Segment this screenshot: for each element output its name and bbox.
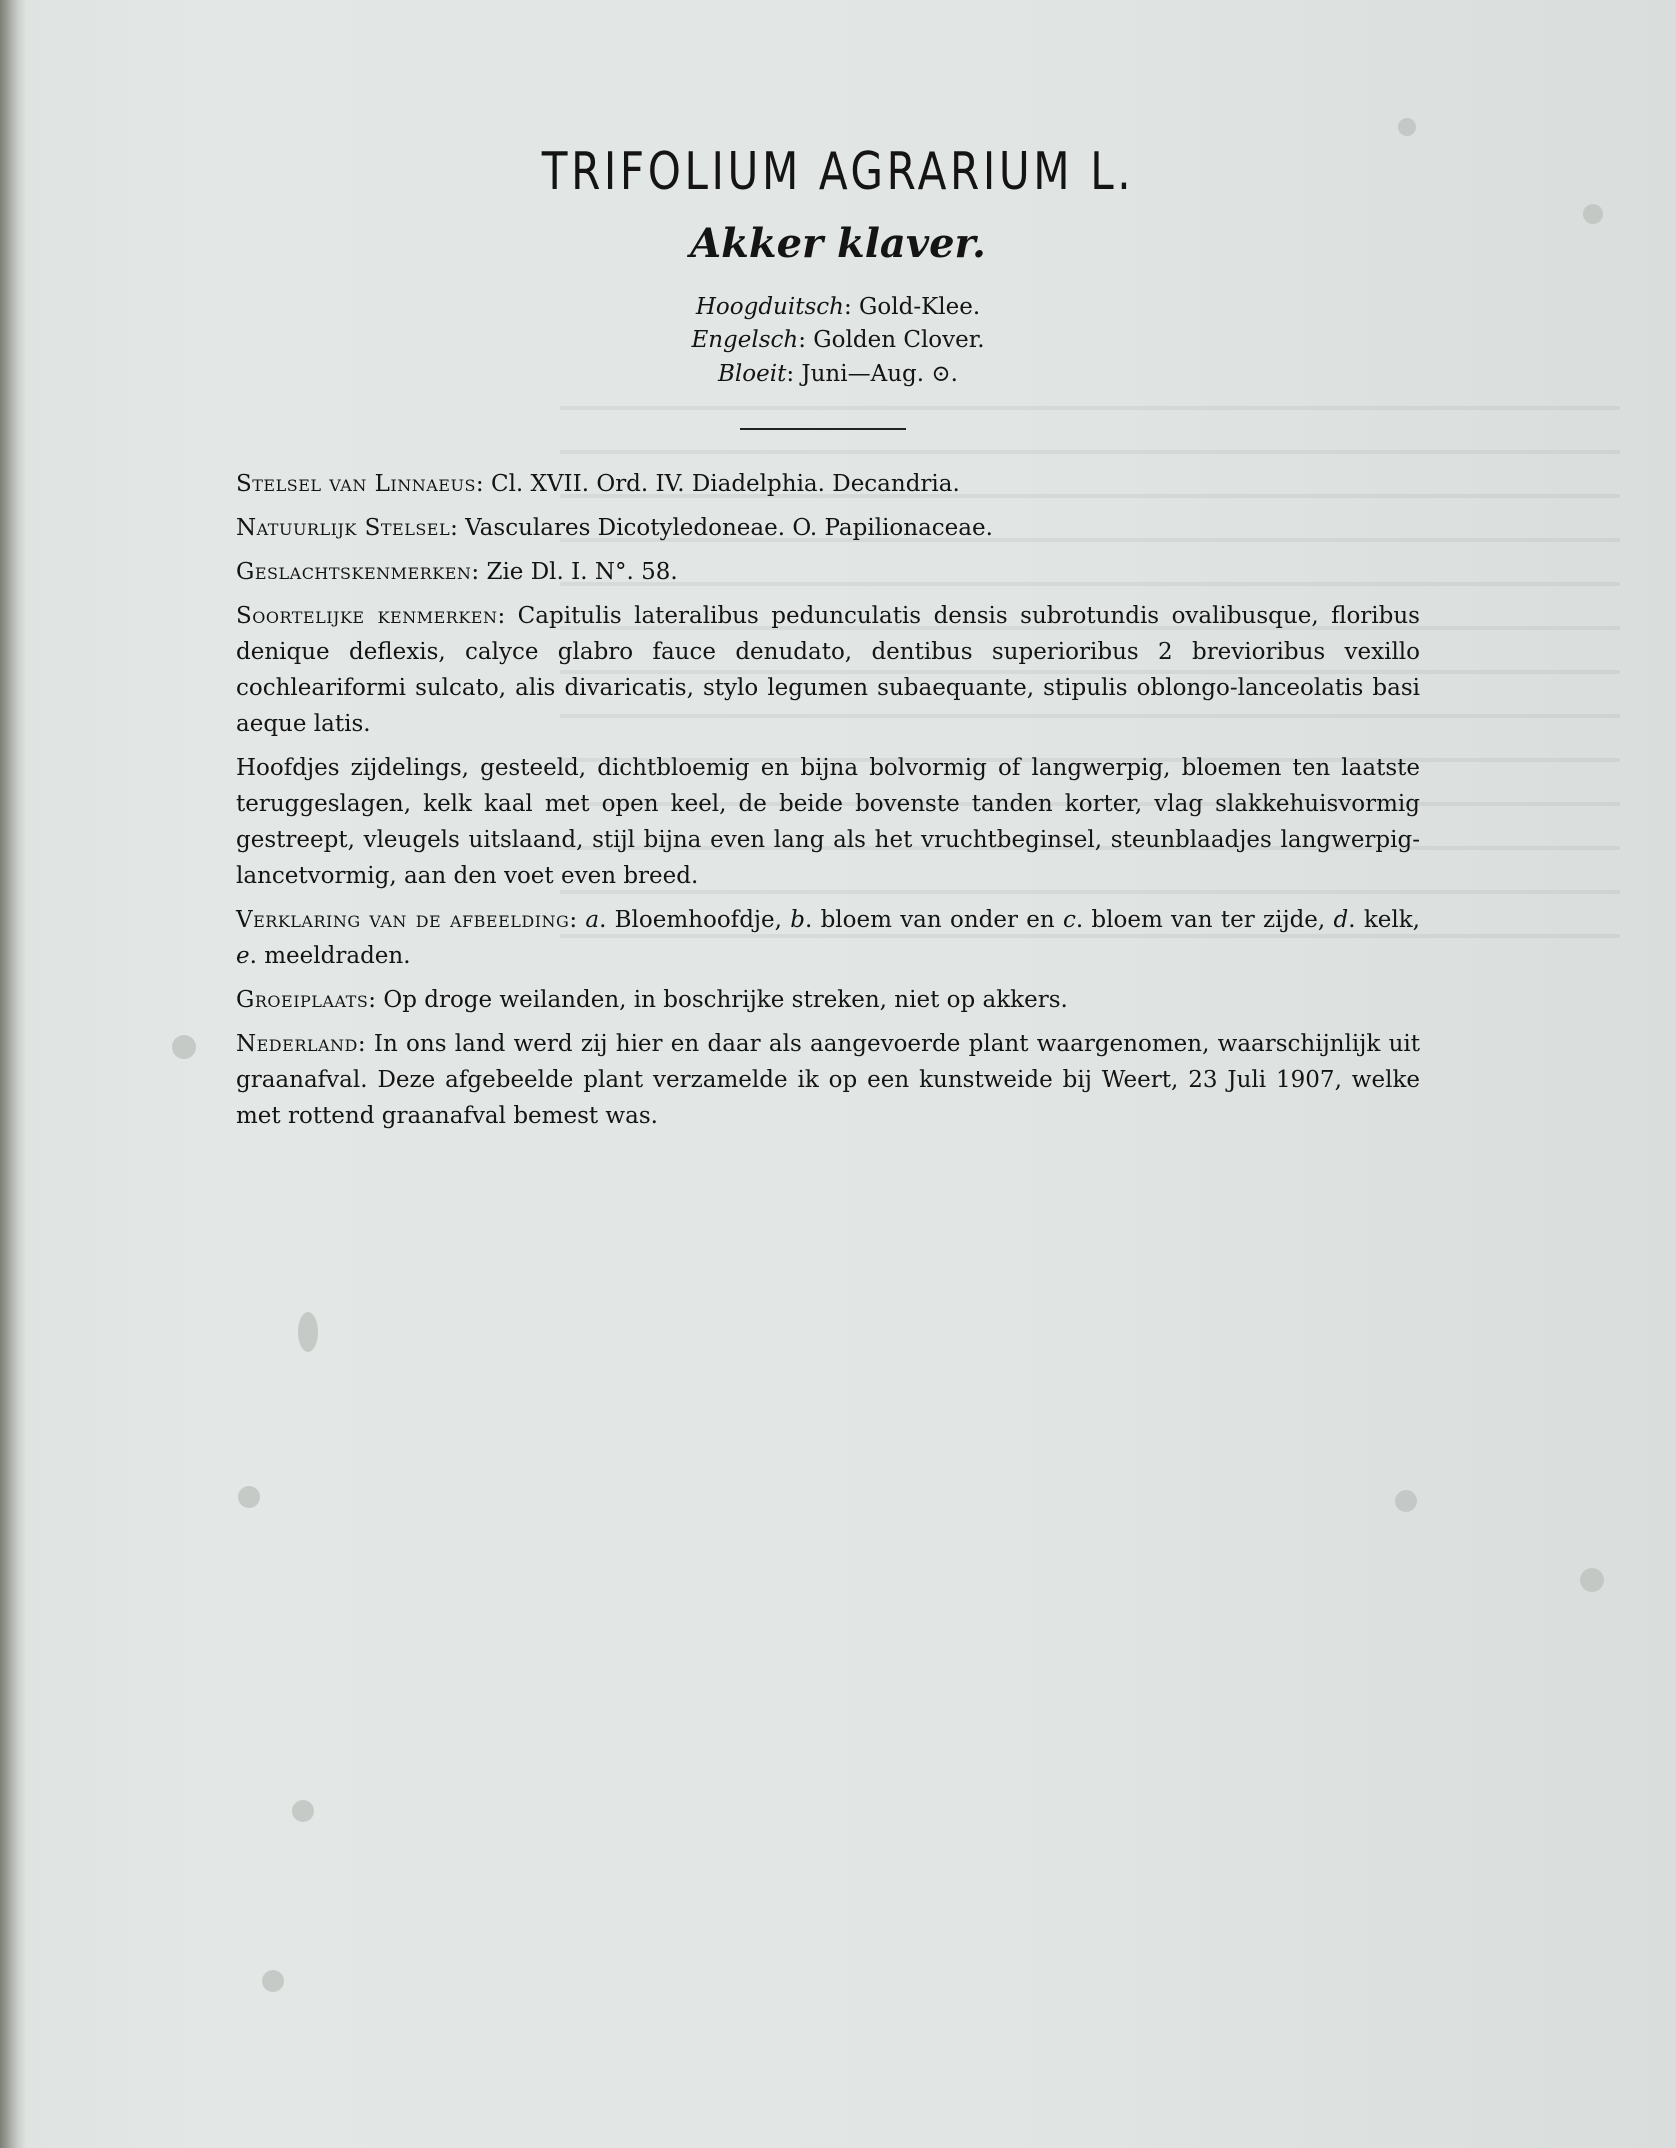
- foxing-spot: [292, 1800, 314, 1822]
- section-label: Stelsel van Linnaeus: [236, 471, 476, 497]
- body-text: [236, 466, 1420, 1142]
- vernacular-label: Bloeit: [718, 361, 787, 387]
- section-label: Groeiplaats: [236, 987, 369, 1013]
- genus-characters: [236, 554, 1420, 590]
- section-text: : Cl. XVII. Ord. IV. Diadelphia. Decandria.: [475, 471, 960, 497]
- divider-rule: [740, 428, 906, 430]
- foxing-spot: [1395, 1490, 1417, 1512]
- habitat: [236, 982, 1420, 1018]
- legend-letter: a: [585, 907, 600, 933]
- vernacular-german: [0, 294, 1676, 320]
- legend-text: . meeldraden.: [249, 943, 411, 969]
- netherlands-occurrence: [236, 1026, 1420, 1134]
- section-label: Natuurlijk Stelsel: [236, 515, 451, 541]
- section-text: : Capitulis lateralibus pedunculatis densis subrotundis ovalibusque, floribus denique deflexis, calyce glabro fauce denudato, dentibus superioribus 2 brevioribus vexillo cochleariformi sulcato, alis divaricatis, stylo legumen subaequante, stipulis oblongo-lanceolatis basi aeque latis.: [236, 603, 1420, 737]
- section-text: : Zie Dl. I. N°. 58.: [471, 559, 678, 585]
- foxing-spot: [238, 1486, 260, 1508]
- vernacular-value: : Juni—Aug. ⊙.: [786, 361, 958, 387]
- foxing-spot: [298, 1312, 318, 1352]
- spine-shadow: [0, 0, 26, 2148]
- foxing-spot: [1580, 1568, 1604, 1592]
- flowering-period: [0, 361, 1676, 387]
- section-text: : In ons land werd zij hier en daar als aangevoerde plant waargenomen, waarschijnlijk uit graanafval. Deze afgebeelde plant verzamelde ik op een kunstweide bij Weert, 23 Juli 1907, welke met rottend graanafval bemest was.: [236, 1031, 1420, 1129]
- section-text: : Vasculares Dicotyledoneae. O. Papilionaceae.: [450, 515, 993, 541]
- legend-text: . kelk,: [1348, 907, 1420, 933]
- illustration-legend: [236, 902, 1420, 974]
- legend-letter: c: [1062, 907, 1076, 933]
- legend-letter: d: [1333, 907, 1349, 933]
- section-label: Verklaring van de afbeelding: [236, 907, 570, 933]
- foxing-spot: [1398, 118, 1416, 136]
- vernacular-value: : Gold-Klee.: [843, 294, 981, 320]
- vernacular-value: : Golden Clover.: [798, 327, 985, 353]
- vernacular-english: [0, 327, 1676, 353]
- foxing-spot: [172, 1035, 196, 1059]
- linnaeus-system: [236, 466, 1420, 502]
- vernacular-label: Engelsch: [691, 327, 799, 353]
- section-text: : Op droge weilanden, in boschrijke streken, niet op akkers.: [368, 987, 1068, 1013]
- natural-system: [236, 510, 1420, 546]
- section-label: Soortelijke kenmerken: [236, 603, 498, 629]
- species-title: TRIFOLIUM AGRARIUM L.: [541, 142, 1135, 202]
- legend-letter: b: [790, 907, 805, 933]
- common-name: Akker klaver.: [690, 220, 986, 267]
- legend-text: . bloem van onder en: [804, 907, 1063, 933]
- vernacular-label: Hoogduitsch: [695, 294, 844, 320]
- legend-text: . Bloemhoofdje,: [599, 907, 791, 933]
- foxing-spot: [262, 1970, 284, 1992]
- section-label: Nederland: [236, 1031, 358, 1057]
- dutch-description: Hoofdjes zijdelings, gesteeld, dichtbloemig en bijna bolvormig of langwerpig, bloemen ten laatste teruggeslagen, kelk kaal met open keel, de beide bovenste tanden korter, vlag slakkehuisvormig gestreept, vleugels uitslaand, stijl bijna even lang als het vruchtbeginsel, steunblaadjes langwerpig-lancetvormig, aan den voet even breed.: [236, 755, 1420, 889]
- legend-letter: e: [236, 943, 250, 969]
- legend-text: :: [569, 907, 586, 933]
- species-characters: [236, 598, 1420, 742]
- section-label: Geslachtskenmerken: [236, 559, 472, 585]
- legend-text: . bloem van ter zijde,: [1075, 907, 1334, 933]
